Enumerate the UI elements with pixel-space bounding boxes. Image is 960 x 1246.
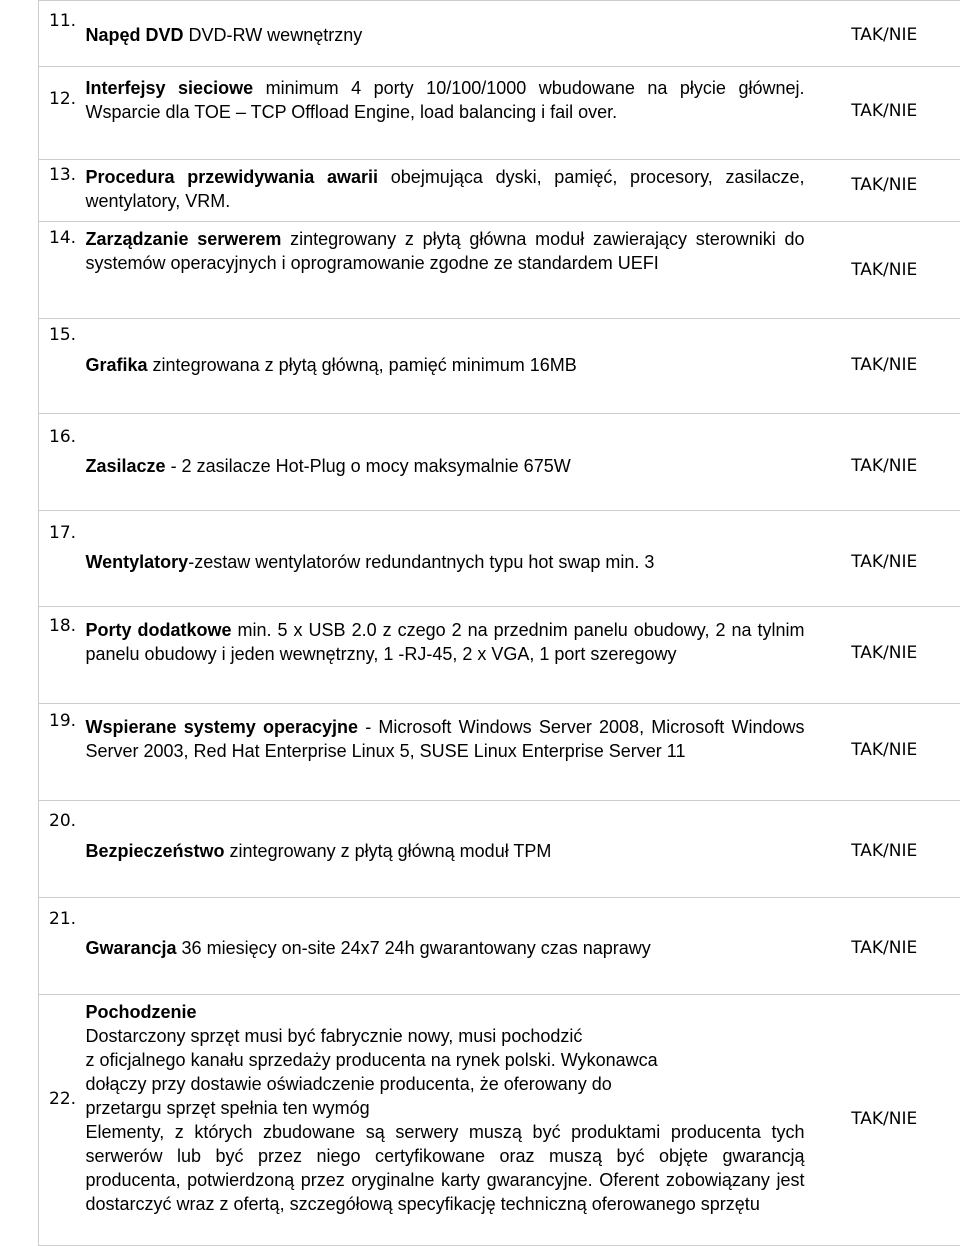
origin-line: z oficjalnego kanału sprzedaży producenta na rynek polski. Wykonawca <box>85 1050 658 1070</box>
row-description <box>86 454 805 478</box>
origin-line: Dostarczony sprzęt musi być fabrycznie nowy, musi pochodzić <box>85 1026 583 1046</box>
answer-label: TAK/NIE <box>851 355 918 375</box>
answer-label: TAK/NIE <box>851 175 918 195</box>
row-number: 14. <box>49 228 77 248</box>
row-title: Zasilacze <box>85 456 166 476</box>
row-detail: minimum 4 porty 10/100/1000 wbudowane na płycie głównej. Wsparcie dla TOE – TCP Offload Engine, load balancing i fail over. <box>85 78 805 122</box>
row-description <box>86 227 805 275</box>
table-row <box>39 1 960 67</box>
row-description <box>86 23 805 47</box>
row-description <box>86 353 805 377</box>
table-row <box>39 414 960 511</box>
row-number: 18. <box>49 616 77 636</box>
row-detail: min. 5 x USB 2.0 z czego 2 na przednim panelu obudowy, 2 na tylnim panelu obudowy i jeden wewnętrzny, 1 -RJ-45, 2 x VGA, 1 port szeregowy <box>85 620 805 664</box>
table-row <box>39 160 960 222</box>
row-number: 22. <box>49 1089 77 1109</box>
row-description <box>86 936 805 960</box>
row-description <box>86 618 805 666</box>
answer-label: TAK/NIE <box>851 1109 918 1129</box>
row-detail: - 2 zasilacze Hot-Plug o mocy maksymalnie 675W <box>165 456 571 476</box>
row-detail: Elementy, z których zbudowane są serwery muszą być produktami producenta tych serwerów lub być przez niego certyfikowane oraz muszą być objęte gwarancją producenta, potwierdzoną przez oryginalne karty gwarancyjne. Oferent zobowiązany jest dostarczyć wraz z ofertą, szczegółową specyfikację techniczną oferowanego sprzętu <box>85 1122 805 1214</box>
row-title: Napęd DVD <box>85 25 184 45</box>
row-description <box>86 715 805 763</box>
row-number: 12. <box>49 89 77 109</box>
row-description <box>86 839 805 863</box>
row-title: Bezpieczeństwo <box>85 841 225 861</box>
row-detail: DVD-RW wewnętrzny <box>183 25 363 45</box>
answer-label: TAK/NIE <box>851 841 918 861</box>
table-row <box>39 704 960 801</box>
table-row <box>39 222 960 319</box>
spec-table <box>38 0 960 1246</box>
row-detail: zintegrowany z płytą główną moduł TPM <box>224 841 552 861</box>
origin-line: przetargu sprzęt spełnia ten wymóg <box>85 1098 370 1118</box>
origin-line: dołączy przy dostawie oświadczenie producenta, że oferowany do <box>85 1074 612 1094</box>
row-title: Grafika <box>85 355 148 375</box>
answer-label: TAK/NIE <box>851 25 918 45</box>
row-description <box>86 550 805 574</box>
row-number: 17. <box>49 523 77 543</box>
row-number: 20. <box>49 811 77 831</box>
answer-label: TAK/NIE <box>851 938 918 958</box>
row-detail: obejmująca dyski, pamięć, procesory, zasilacze, wentylatory, VRM. <box>85 167 805 211</box>
row-title: Wspierane systemy operacyjne <box>85 717 359 737</box>
row-title: Zarządzanie serwerem <box>85 229 282 249</box>
row-description <box>86 76 805 124</box>
answer-label: TAK/NIE <box>851 552 918 572</box>
table-row <box>39 898 960 995</box>
table-row <box>39 801 960 898</box>
table-row <box>39 607 960 704</box>
row-detail: 36 miesięcy on-site 24x7 24h gwarantowany czas naprawy <box>176 938 651 958</box>
row-detail: zintegrowany z płytą główna moduł zawierający sterowniki do systemów operacyjnych i oprogramowanie zgodne ze standardem UEFI <box>85 229 805 273</box>
row-detail: - Microsoft Windows Server 2008, Microsoft Windows Server 2003, Red Hat Enterprise Linux 5, SUSE Linux Enterprise Server 11 <box>85 717 805 761</box>
answer-label: TAK/NIE <box>851 643 918 663</box>
row-description <box>86 1000 805 1216</box>
row-detail: -zestaw wentylatorów redundantnych typu hot swap min. 3 <box>188 552 655 572</box>
row-number: 21. <box>49 909 77 929</box>
row-title: Interfejsy sieciowe <box>85 78 254 98</box>
answer-label: TAK/NIE <box>851 260 918 280</box>
row-number: 11. <box>49 11 77 31</box>
row-description <box>86 165 805 213</box>
row-number: 15. <box>49 325 77 345</box>
row-number: 13. <box>49 165 77 185</box>
row-title: Gwarancja <box>85 938 177 958</box>
table-row <box>39 995 960 1246</box>
row-title: Porty dodatkowe <box>85 620 232 640</box>
row-title: Wentylatory <box>85 552 189 572</box>
row-title: Procedura przewidywania awarii <box>85 167 379 187</box>
answer-label: TAK/NIE <box>851 101 918 121</box>
row-number: 16. <box>49 427 77 447</box>
answer-label: TAK/NIE <box>851 740 918 760</box>
table-row <box>39 511 960 607</box>
row-detail: zintegrowana z płytą główną, pamięć minimum 16MB <box>147 355 577 375</box>
table-row <box>39 319 960 414</box>
row-number: 19. <box>49 711 77 731</box>
table-row <box>39 67 960 160</box>
row-title: Pochodzenie <box>85 1002 197 1022</box>
answer-label: TAK/NIE <box>851 456 918 476</box>
